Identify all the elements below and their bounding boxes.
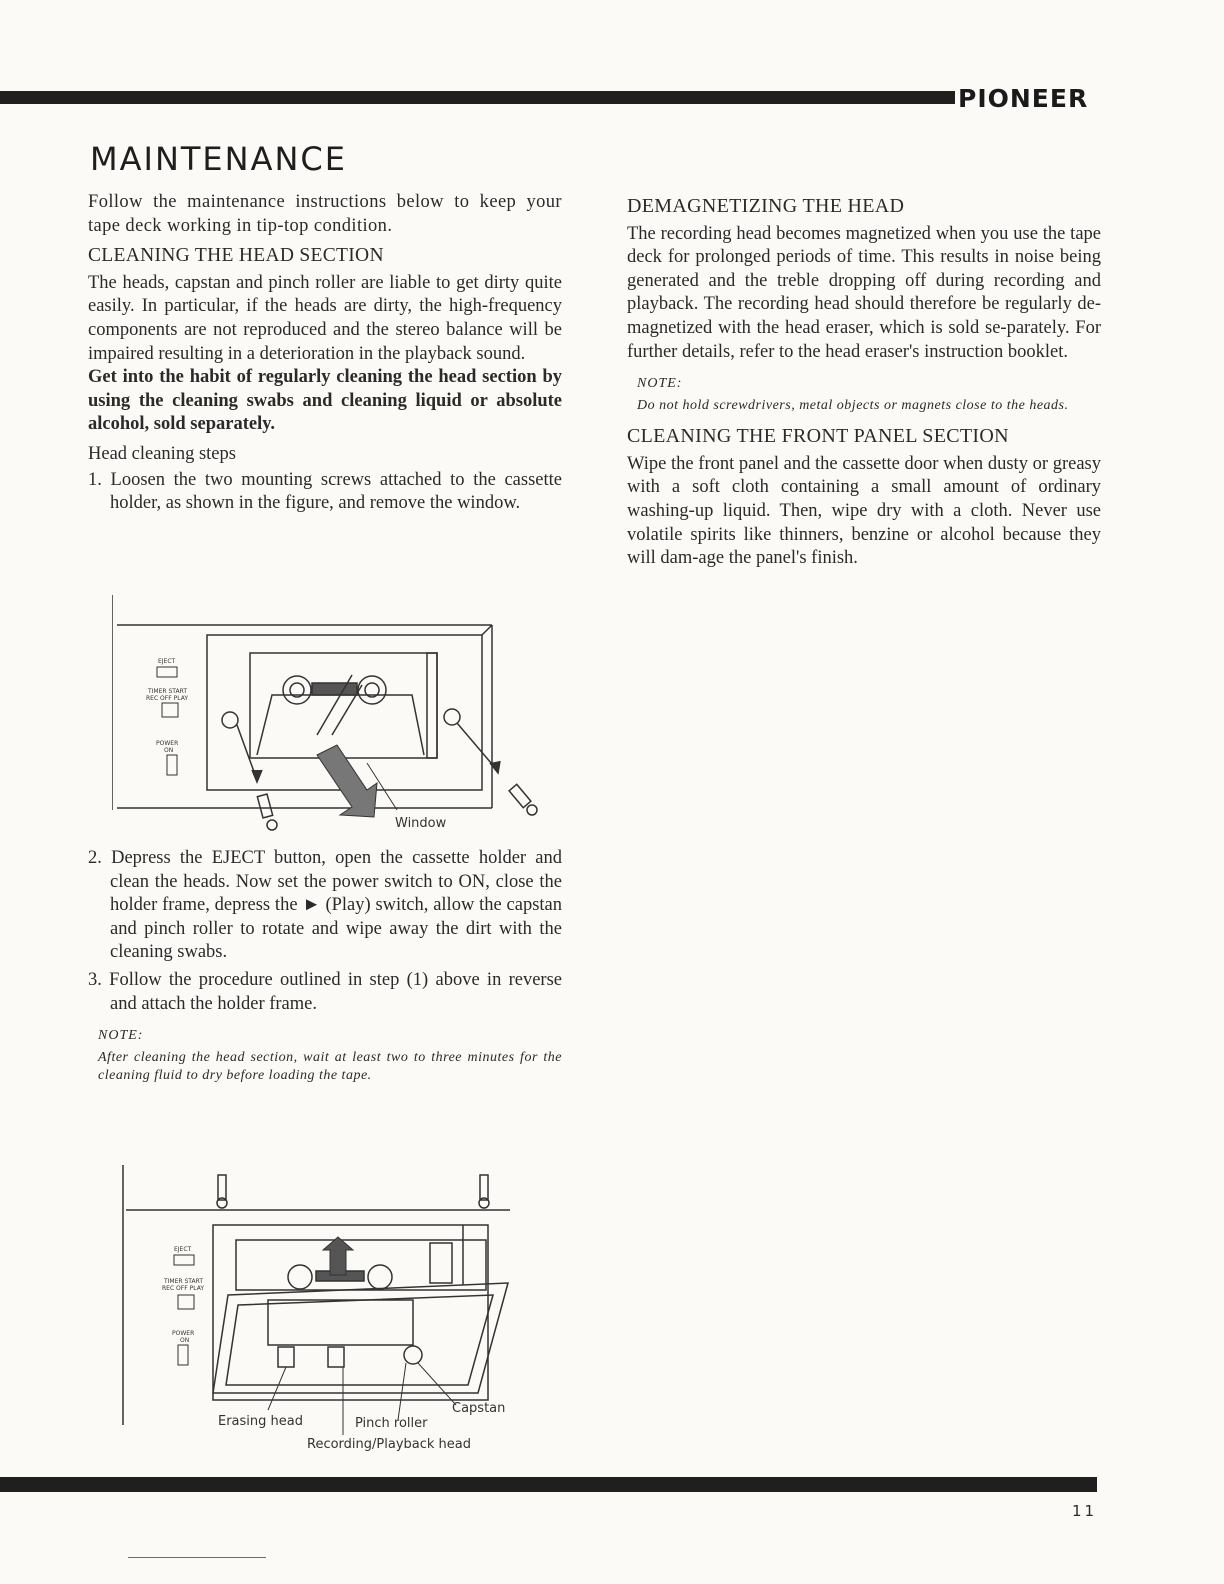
pinch-roller-label: Pinch roller bbox=[355, 1416, 428, 1431]
brand-logo: PIONEER bbox=[958, 84, 1089, 113]
demag-paragraph: The recording head becomes magnetized when you use the tape deck for prolonged periods of time. This results in noise being generated and the treble dropping off during recording and playback. The recording head should therefore be regularly de-magnetized with the head eraser, which is sold se-parately. For further details, refer to the head eraser's instruction booklet. bbox=[627, 223, 1101, 362]
screw-icon bbox=[217, 1175, 489, 1208]
scan-mark bbox=[128, 1557, 266, 1558]
cleaning-habit-paragraph: Get into the habit of regularly cleaning the head section by using the cleaning swabs and cleaning liquid or absolute alcohol, sold separately. bbox=[88, 367, 562, 435]
capstan-label: Capstan bbox=[452, 1401, 506, 1416]
front-panel-heading: CLEANING THE FRONT PANEL SECTION bbox=[627, 425, 1009, 448]
timer-label: TIMER START bbox=[148, 688, 187, 695]
footer-rule bbox=[0, 1477, 1097, 1492]
control-buttons bbox=[157, 667, 178, 775]
power-label: POWER bbox=[156, 740, 179, 747]
power-label: POWER bbox=[172, 1330, 195, 1337]
page-title: MAINTENANCE bbox=[90, 140, 347, 178]
arrow-down-icon bbox=[317, 745, 377, 817]
timer-label: TIMER START bbox=[164, 1278, 203, 1285]
control-buttons bbox=[174, 1255, 194, 1365]
step-3: 3. Follow the procedure outlined in step (1) above in reverse and attach the holder frame. bbox=[88, 969, 562, 1014]
window-label: Window bbox=[395, 816, 447, 831]
eject-label: EJECT bbox=[158, 658, 176, 665]
rec-off-play-label: REC OFF PLAY bbox=[162, 1285, 204, 1292]
front-panel-paragraph: Wipe the front panel and the cassette door when dusty or greasy with a soft cloth containing a small amount of ordinary washing-up liquid. Then, wipe dry with a cloth. Never use volatile spirits like thinners, benzine or alcohol because they will dam-age the panel's finish. bbox=[627, 453, 1101, 569]
step-2: 2. Depress the EJECT button, open the cassette holder and clean the heads. Now set the power switch to ON, close the holder frame, depress the ► (Play) switch, allow the capstan and pinch roller to rotate and wipe away the dirt with the cleaning swabs. bbox=[88, 848, 562, 963]
steps-heading: Head cleaning steps bbox=[88, 443, 236, 464]
head-icon bbox=[278, 1346, 422, 1367]
cleaning-heading: CLEANING THE HEAD SECTION bbox=[88, 245, 384, 267]
screw-icon bbox=[222, 709, 500, 782]
rec-off-play-label: REC OFF PLAY bbox=[146, 695, 188, 702]
note-label: NOTE: bbox=[637, 376, 683, 392]
note-label: NOTE: bbox=[98, 1028, 144, 1044]
figure-head-section bbox=[118, 1165, 518, 1455]
figure-remove-window bbox=[112, 595, 562, 840]
step-1: 1. Loosen the two mounting screws attached to the cassette holder, as shown in the figure, and remove the window. bbox=[88, 469, 562, 514]
erasing-head-label: Erasing head bbox=[218, 1414, 303, 1429]
reels bbox=[283, 675, 386, 735]
note-text: Do not hold screwdrivers, metal objects or magnets close to the heads. bbox=[637, 397, 1069, 413]
left-column-continued bbox=[88, 847, 562, 1086]
on-label: ON bbox=[180, 1337, 190, 1344]
note-text: After cleaning the head section, wait at least two to three minutes for the cleaning fluid to dry before loading the tape. bbox=[98, 1049, 562, 1084]
header-rule bbox=[0, 91, 955, 104]
holder-frame bbox=[213, 1283, 508, 1393]
left-column bbox=[88, 191, 562, 516]
right-column bbox=[627, 195, 1101, 571]
demag-heading: DEMAGNETIZING THE HEAD bbox=[627, 195, 905, 217]
on-label: ON bbox=[164, 747, 174, 754]
eject-label: EJECT bbox=[174, 1246, 192, 1253]
arrow-up-icon bbox=[323, 1237, 353, 1275]
intro-paragraph: Follow the maintenance instructions below to keep your tape deck working in tip-top condition. bbox=[88, 192, 562, 236]
cleaning-paragraph: The heads, capstan and pinch roller are liable to get dirty quite easily. In particular, if the heads are dirty, the high-frequency components are not reproduced and the stereo balance will be impaired resulting in a deterioration in the playback sound. bbox=[88, 272, 562, 364]
page-number: 11 bbox=[1072, 1502, 1098, 1520]
rec-play-head-label: Recording/Playback head bbox=[307, 1437, 471, 1452]
